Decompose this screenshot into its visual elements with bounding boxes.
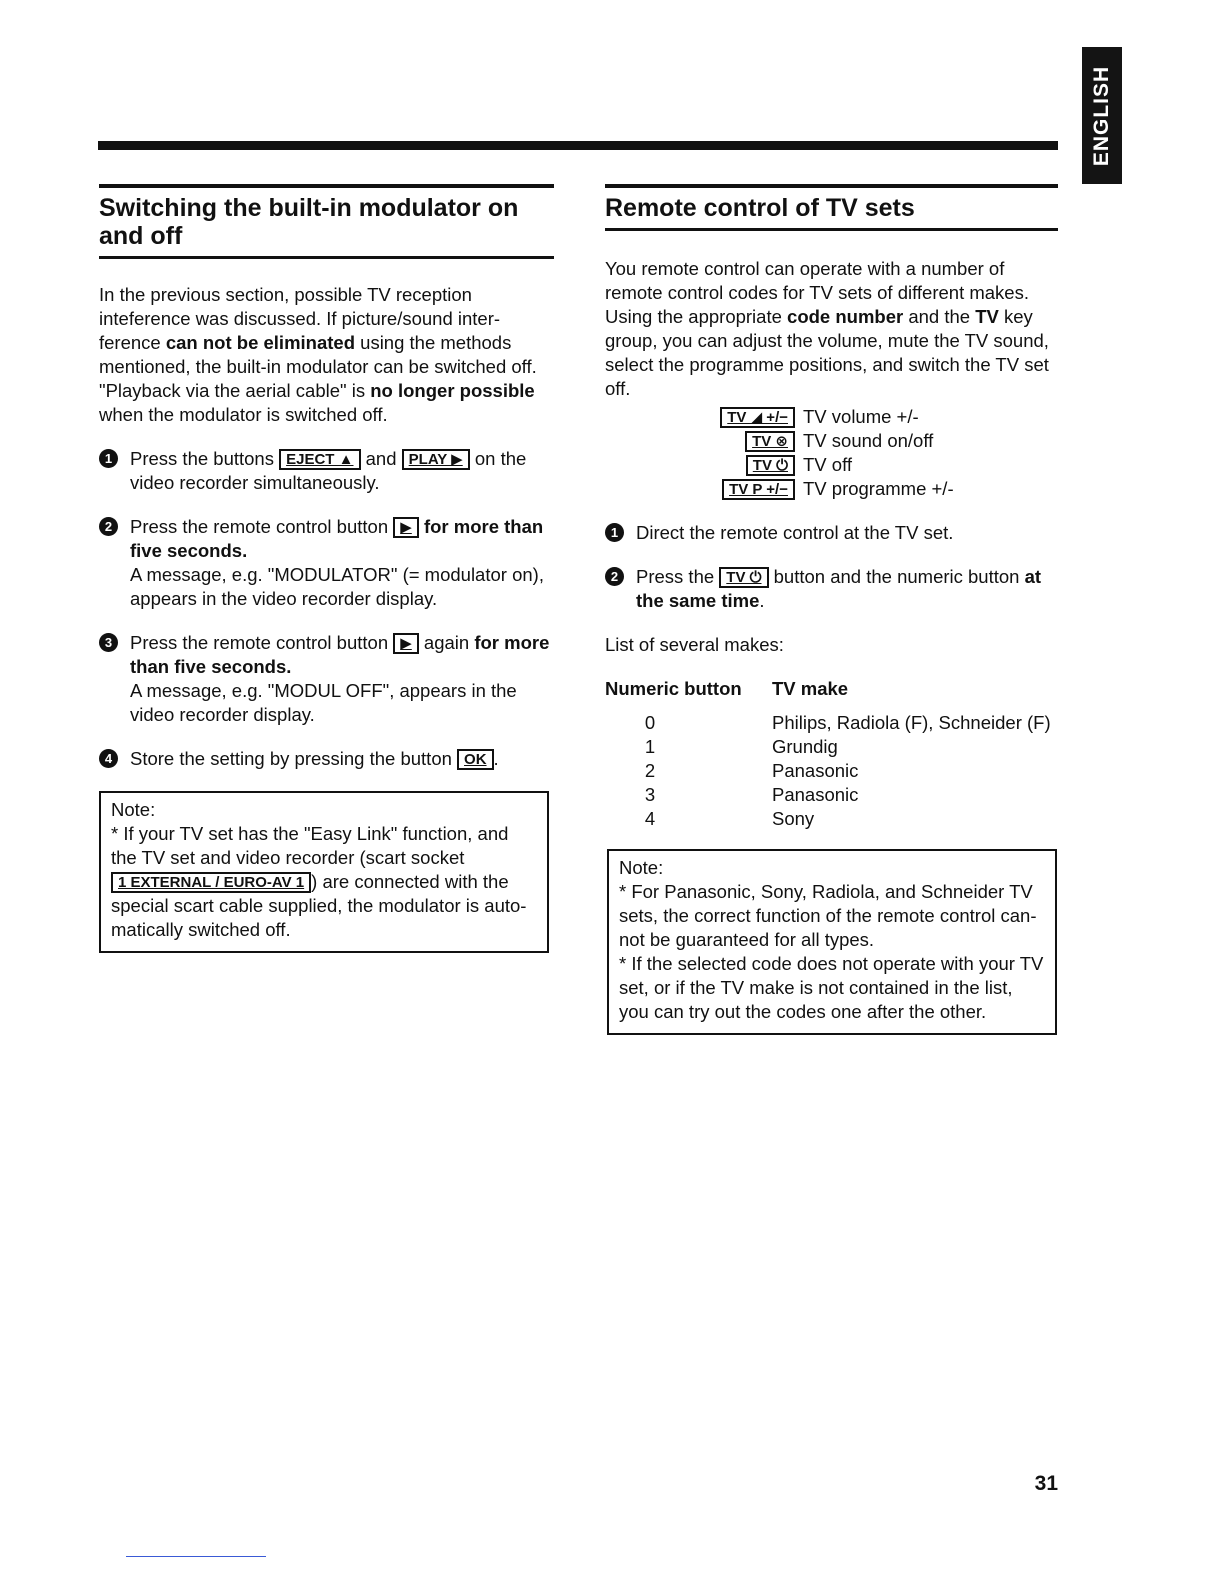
bold-text: can not be eliminated — [165, 332, 356, 353]
tv-key-row — [605, 453, 1058, 477]
tv-key-row — [605, 429, 1058, 453]
right-intro: You remote control can operate with a number of remote control codes for TV sets of different makes. Using the appropriate code number and the TV key group, you can adjust the volume, mute the TV sound, select the programme positions, and switch the TV set off. — [605, 258, 1049, 399]
make-name: Panasonic — [772, 760, 859, 781]
makes-col-make: TV make — [772, 678, 849, 699]
key-label: TV ⏻ — [719, 567, 768, 588]
right-note-box: Note: * For Panasonic, Sony, Radiola, and Schneider TV sets, the correct function of the remote control can-not be guaranteed for all types. * If the selected code does not operate with your TV set, or if the TV make is not contained in the list, you can try out the codes one after the other. — [607, 849, 1057, 1035]
key-label: OK — [457, 749, 494, 770]
language-tab — [1082, 47, 1122, 184]
make-row — [605, 735, 1058, 759]
make-number: 2 — [644, 760, 656, 781]
tv-key-cell — [605, 405, 803, 429]
key-label: 1 EXTERNAL / EURO-AV 1 — [111, 872, 311, 893]
bold-text: for more than five seconds. — [130, 632, 550, 677]
step-number: 1 — [99, 449, 118, 468]
key-label: ▶ — [393, 633, 419, 654]
tv-key: TV ⊗ — [745, 431, 795, 452]
key-label: EJECT ▲ — [279, 449, 360, 470]
tv-key-cell — [605, 429, 803, 453]
makes-table-header — [605, 677, 1058, 701]
bold-text: for more than five seconds. — [130, 516, 544, 561]
bold-text: at the same time — [636, 566, 1042, 611]
tv-key: TV ⏻ — [746, 455, 795, 476]
tv-key: TV ◢ +/− — [720, 407, 795, 428]
right-column — [605, 184, 1058, 1035]
key-label: PLAY ▶ — [402, 449, 470, 470]
left-note-box: Note: * If your TV set has the "Easy Link" function, and the TV set and video recorder (scart socket 1 EXTERNAL / EURO-AV 1 ) are connected with the special scart cable supplied, the modulator is auto-matically switched off. — [99, 791, 549, 953]
step-text: Press the remote control button ▶ for more than five seconds. A message, e.g. "MODULATOR" (= modulator on), appears in the video recorder display. — [130, 516, 544, 609]
left-column — [99, 184, 554, 953]
tv-key-row — [605, 405, 1058, 429]
make-number: 0 — [644, 712, 656, 733]
top-rule — [98, 141, 1058, 150]
make-number: 3 — [644, 784, 656, 805]
language-tab-label: ENGLISH — [1090, 65, 1113, 166]
page-number: 31 — [1034, 1472, 1058, 1495]
tv-key-desc: TV sound on/off — [803, 430, 934, 451]
tv-key-desc: TV off — [803, 454, 853, 475]
step-number: 3 — [99, 633, 118, 652]
makes-col-numeric: Numeric button — [605, 678, 742, 699]
step-text: Store the setting by pressing the button OK . — [130, 748, 499, 769]
make-number: 1 — [644, 736, 656, 757]
left-steps — [99, 447, 554, 771]
tv-key-cell — [605, 477, 803, 501]
footer-rule — [126, 1556, 266, 1557]
tv-key: TV P +/− — [722, 479, 795, 500]
step-number: 2 — [99, 517, 118, 536]
step-item — [99, 515, 554, 611]
makes-table — [605, 711, 1058, 831]
step-item — [99, 631, 554, 727]
tv-key-cell — [605, 453, 803, 477]
bold-text: no longer possible — [370, 380, 535, 401]
step-item — [99, 447, 554, 495]
step-text: Press the remote control button ▶ again for more than five seconds. A message, e.g. "MODUL OFF", appears in the video recorder display. — [130, 632, 550, 725]
step-item — [99, 747, 554, 771]
tv-key-desc: TV programme +/- — [803, 478, 954, 499]
make-name: Philips, Radiola (F), Schneider (F) — [772, 712, 1051, 733]
step-number: 4 — [99, 749, 118, 768]
bold-text: TV — [975, 306, 999, 327]
tv-key-desc: TV volume +/- — [803, 406, 919, 427]
make-row — [605, 783, 1058, 807]
step-number: 1 — [605, 523, 624, 542]
step-number: 2 — [605, 567, 624, 586]
tv-key-table — [605, 405, 1058, 501]
make-row — [605, 759, 1058, 783]
left-intro: In the previous section, possible TV reception inteference was discussed. If picture/sound inter-ference can not be eliminated using the methods mentioned, the built-in modulator can be switched off. "Playback via the aerial cable" is no longer possible when the modulator is switched off. — [99, 284, 537, 425]
step-text: Press the TV ⏻ button and the numeric button at the same time. — [636, 566, 1042, 611]
make-number: 4 — [644, 808, 656, 829]
make-name: Panasonic — [772, 784, 859, 805]
right-section-title: Remote control of TV sets — [605, 184, 1058, 231]
make-name: Sony — [772, 808, 815, 829]
step-text: Direct the remote control at the TV set. — [636, 522, 954, 543]
key-label: ▶ — [393, 517, 419, 538]
tv-key-row — [605, 477, 1058, 501]
left-section-title: Switching the built-in modulator on and off — [99, 184, 554, 259]
step-item — [605, 521, 1058, 545]
bold-text: code number — [787, 306, 904, 327]
right-steps — [605, 521, 1058, 613]
step-item — [605, 565, 1058, 613]
make-row — [605, 807, 1058, 831]
step-text: Press the buttons EJECT ▲ and PLAY ▶ on the video recorder simultaneously. — [130, 448, 527, 493]
make-row — [605, 711, 1058, 735]
makes-list-intro: List of several makes: — [605, 634, 784, 655]
make-name: Grundig — [772, 736, 838, 757]
